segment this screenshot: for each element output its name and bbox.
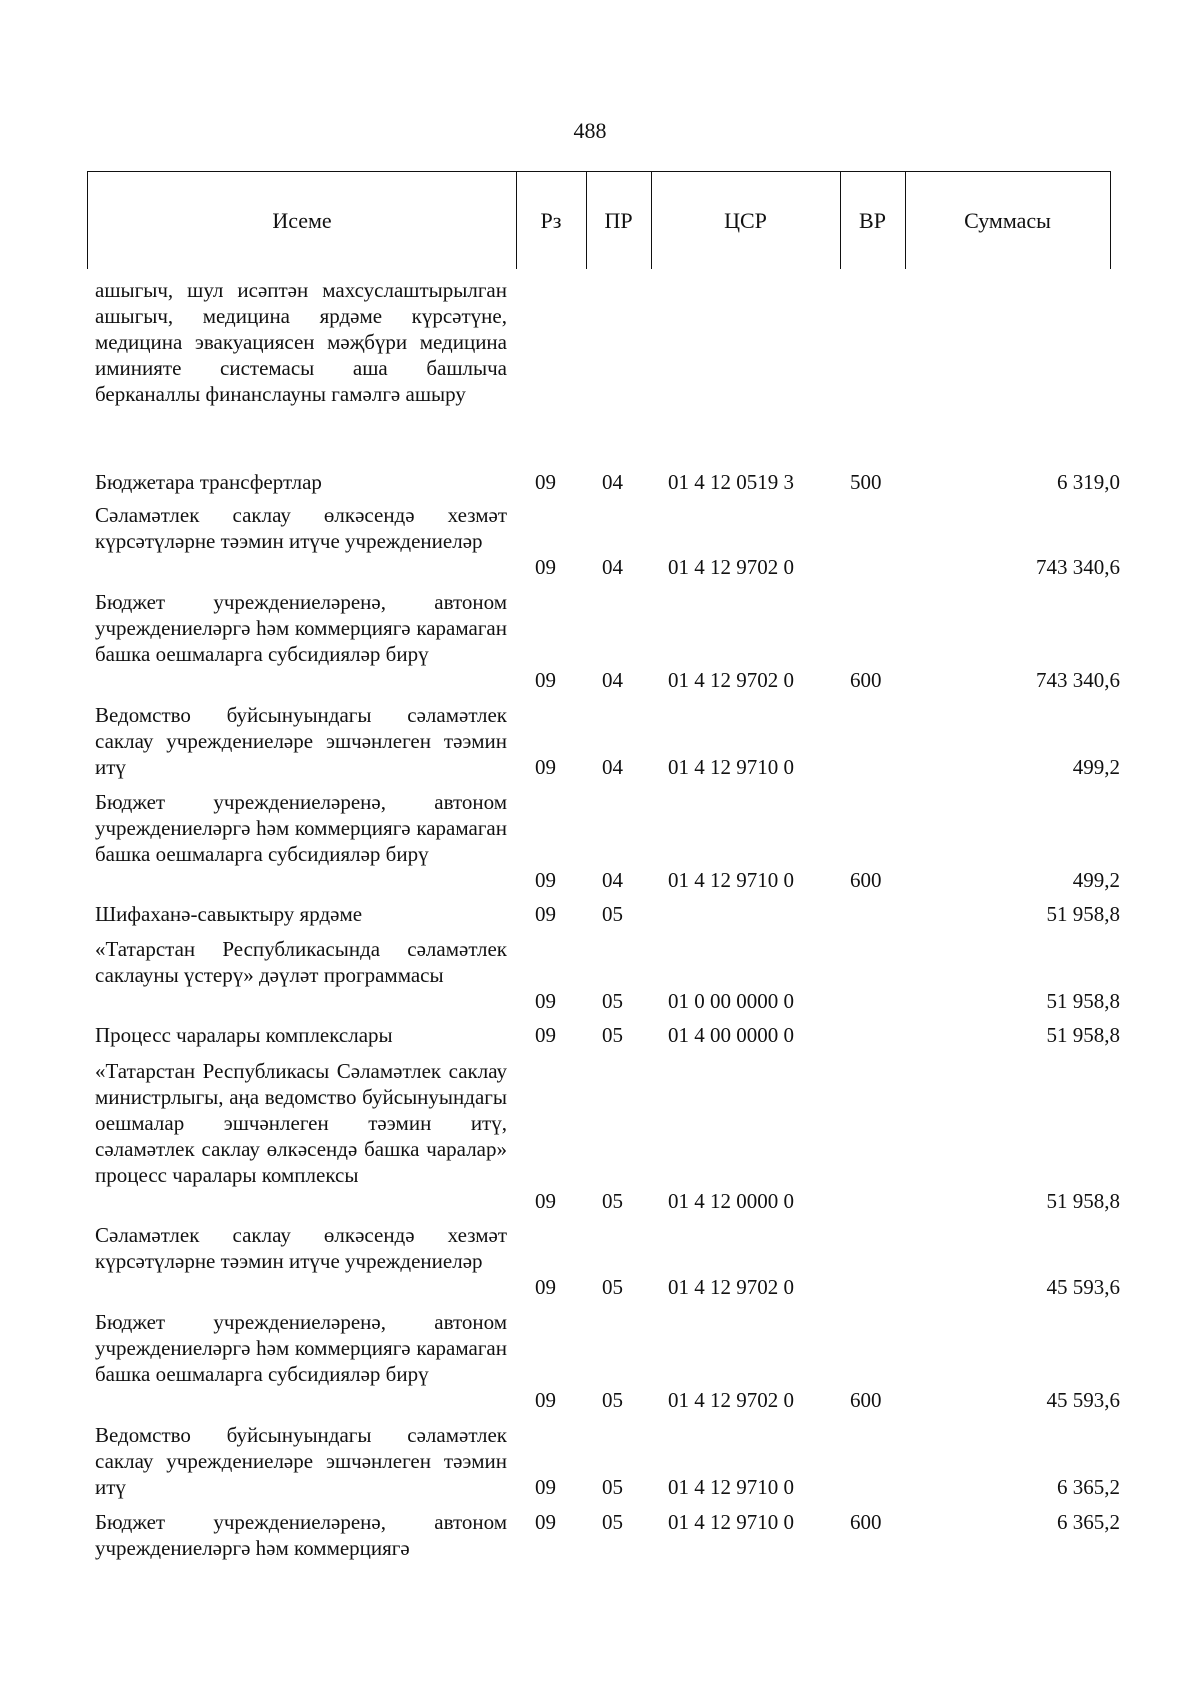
row-sum: 6 365,2 [1057,1510,1120,1534]
row-pr: 05 [602,989,623,1013]
row-rz: 09 [535,989,556,1013]
row-rz: 09 [535,555,556,579]
row-csr: 01 0 00 0000 0 [668,989,794,1013]
row-sum: 6 365,2 [1057,1475,1120,1499]
row-pr: 04 [602,868,623,892]
row-rz: 09 [535,1388,556,1412]
row-name: Бюджет учреждениеләренә, автоном учреждениеләргә һәм коммерциягә карамаган башка оешмаларга субсидияләр бирү [95,790,507,866]
table-row [0,702,1200,780]
row-sum: 6 319,0 [1057,470,1120,494]
header-rz: Рз [540,208,562,233]
row-vr: 600 [850,668,882,692]
table-row [0,1022,1200,1048]
row-vr: 600 [850,868,882,892]
row-csr: 01 4 12 0000 0 [668,1189,794,1213]
row-rz: 09 [535,1275,556,1299]
table-row [0,1422,1200,1500]
header-name: Исеме [272,208,332,233]
table-row [0,277,1200,459]
row-name: Процесс чаралары комплекслары [95,1023,393,1047]
page-number: 488 [573,118,607,143]
table-row [0,1058,1200,1214]
header-vr: ВР [859,208,886,233]
row-csr: 01 4 12 9702 0 [668,555,794,579]
table-row [0,502,1200,580]
table-row [0,936,1200,1014]
row-sum: 51 958,8 [1046,989,1120,1013]
row-name: Ведомство буйсынуындагы сәламәтлек саклау учреждениеләре эшчәнлеген тәэмин итү [95,703,507,779]
table-row [0,1222,1200,1300]
row-rz: 09 [535,1023,556,1047]
row-vr: 600 [850,1388,882,1412]
row-name: Бюджет учреждениеләренә, автоном учреждениеләргә һәм коммерциягә [95,1510,507,1560]
table-row [0,1309,1200,1413]
row-sum: 51 958,8 [1046,1189,1120,1213]
row-csr: 01 4 12 9710 0 [668,1475,794,1499]
table-row [0,469,1200,495]
header-pr: ПР [604,208,633,233]
row-csr: 01 4 12 9702 0 [668,1275,794,1299]
row-sum: 51 958,8 [1046,1023,1120,1047]
row-pr: 05 [602,1475,623,1499]
row-rz: 09 [535,868,556,892]
row-csr: 01 4 12 9710 0 [668,1510,794,1534]
row-name: Бюджетара трансфертлар [95,470,322,494]
row-name: Ведомство буйсынуындагы сәламәтлек саклау учреждениеләре эшчәнлеген тәэмин итү [95,1423,507,1499]
row-rz: 09 [535,755,556,779]
row-rz: 09 [535,668,556,692]
row-pr: 05 [602,1189,623,1213]
row-csr: 01 4 12 9710 0 [668,755,794,779]
table-row [0,789,1200,893]
row-sum: 45 593,6 [1046,1388,1120,1412]
row-vr: 500 [850,470,882,494]
row-sum: 499,2 [1072,868,1120,892]
row-name: Бюджет учреждениеләренә, автоном учреждениеләргә һәм коммерциягә карамаган башка оешмаларга субсидияләр бирү [95,590,507,666]
row-csr: 01 4 12 9710 0 [668,868,794,892]
table-row [0,1509,1200,1561]
row-pr: 05 [602,1388,623,1412]
table-header [87,171,1111,269]
header-csr: ЦСР [724,208,767,233]
row-name: Сәламәтлек саклау өлкәсендә хезмәт күрсәтүләрне тәэмин итүче учреждениеләр [95,503,507,553]
row-rz: 09 [535,1189,556,1213]
row-pr: 04 [602,555,623,579]
row-sum: 45 593,6 [1046,1275,1120,1299]
row-name: «Татарстан Республикасында сәламәтлек саклауны үстерү» дәүләт программасы [95,937,507,987]
row-name: «Татарстан Республикасы Сәламәтлек саклау министрлыгы, аңа ведомство буйсынуындагы оешмалар эшчәнлеген тәэмин итү, сәламәтлек саклау өлкәсендә башка чаралар» процесс чаралары комплексы [95,1059,507,1187]
row-rz: 09 [535,902,556,926]
row-name: Сәламәтлек саклау өлкәсендә хезмәт күрсәтүләрне тәэмин итүче учреждениеләр [95,1223,507,1273]
row-name: Бюджет учреждениеләренә, автоном учреждениеләргә һәм коммерциягә карамаган башка оешмаларга субсидияләр бирү [95,1310,507,1386]
row-csr: 01 4 12 9702 0 [668,668,794,692]
row-pr: 05 [602,902,623,926]
row-pr: 05 [602,1023,623,1047]
row-sum: 743 340,6 [1036,668,1120,692]
row-pr: 04 [602,470,623,494]
row-sum: 499,2 [1072,755,1120,779]
row-sum: 743 340,6 [1036,555,1120,579]
row-name: ашыгыч, шул исәптән махсуслаштырылган ашыгыч, медицина ярдәме күрсәтүне, медицина эвакуациясен мәҗбүри медицина иминияте системасы аша башлыча берканаллы финанслауны гамәлгә ашыру [95,278,507,406]
header-sum: Суммасы [964,208,1051,233]
table-row [0,901,1200,927]
row-csr: 01 4 00 0000 0 [668,1023,794,1047]
row-rz: 09 [535,470,556,494]
row-pr: 04 [602,755,623,779]
row-pr: 04 [602,668,623,692]
row-name: Шифаханә-савыктыру ярдәме [95,902,363,926]
row-pr: 05 [602,1275,623,1299]
row-rz: 09 [535,1475,556,1499]
row-vr: 600 [850,1510,882,1534]
row-pr: 05 [602,1510,623,1534]
table-row [0,589,1200,693]
row-csr: 01 4 12 0519 3 [668,470,794,494]
row-sum: 51 958,8 [1046,902,1120,926]
row-csr: 01 4 12 9702 0 [668,1388,794,1412]
row-rz: 09 [535,1510,556,1534]
